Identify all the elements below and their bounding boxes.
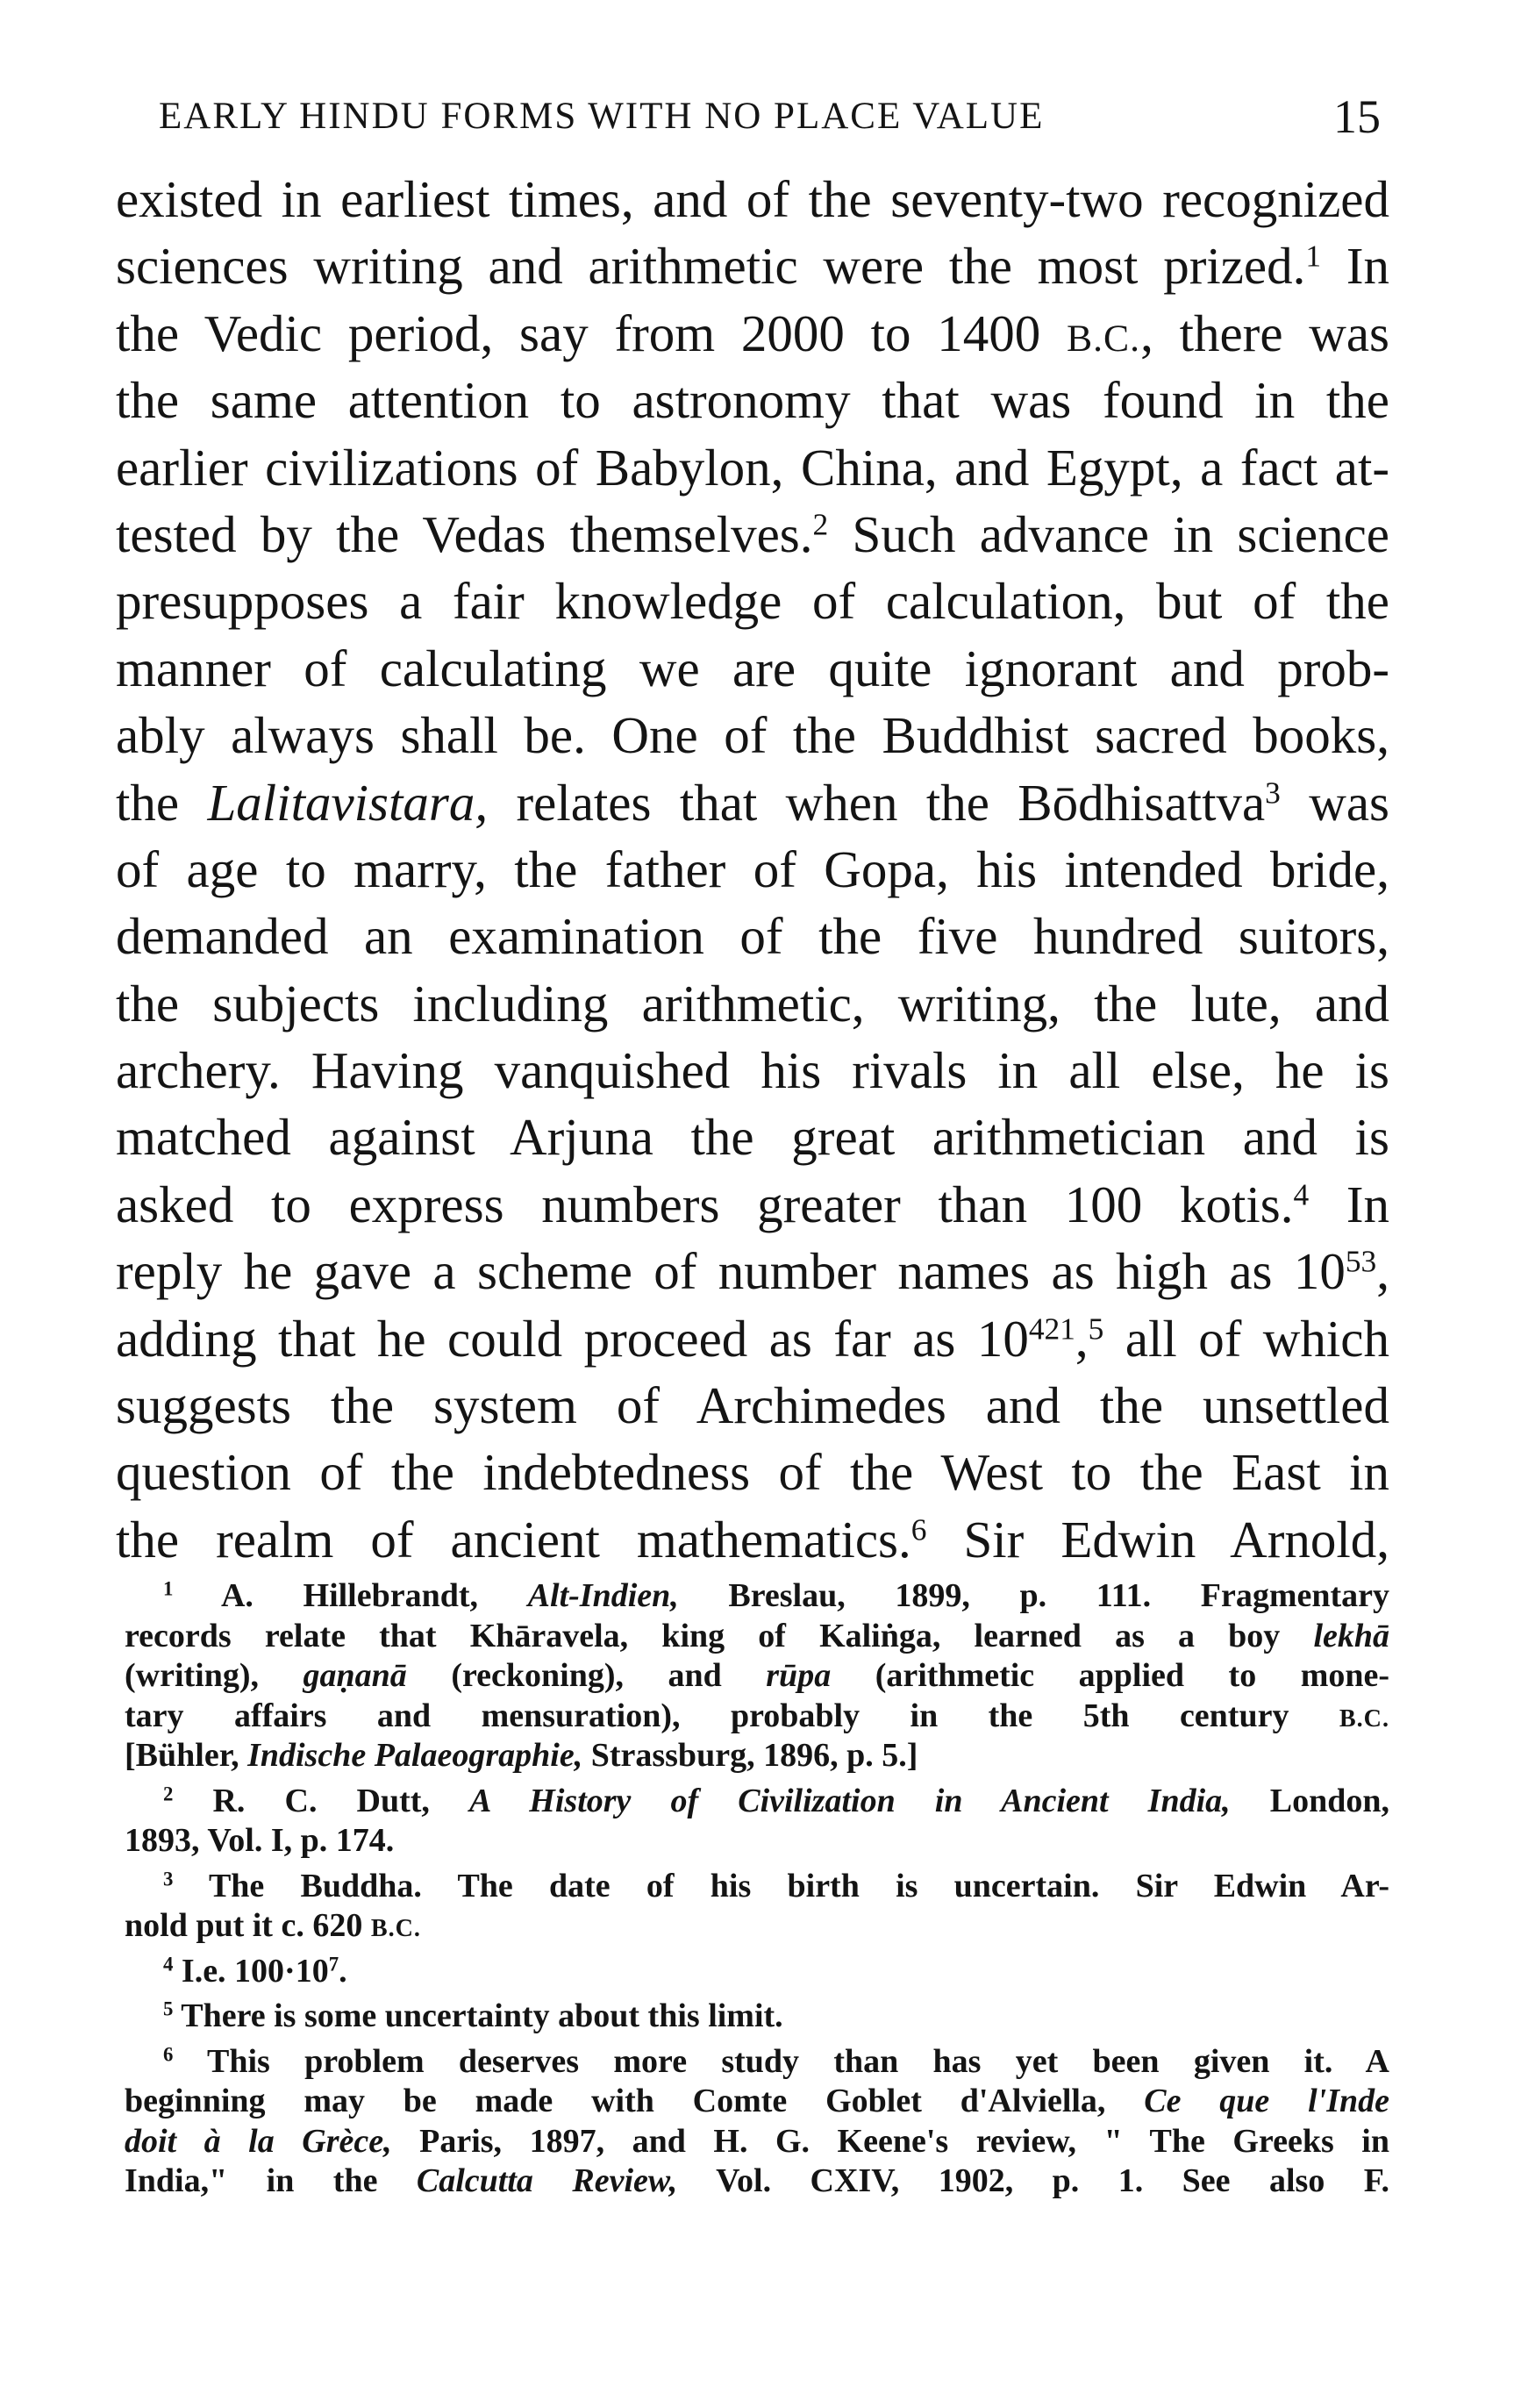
footnote-6-line: doit à la Grèce, Paris, 1897, and H. G. Keene's review, " The Greeks in	[125, 2122, 1389, 2160]
text-line: existed in earliest times, and of the seventy-two recognized	[116, 170, 1389, 228]
text-line: matched against Arjuna the great arithmetician and is	[116, 1108, 1389, 1167]
text-line: the subjects including arithmetic, writing, the lute, and	[116, 974, 1389, 1033]
exponent: 421	[1028, 1311, 1075, 1347]
text-line: the realm of ancient mathematics.$^6$ Sir Edwin Arnold,	[116, 1510, 1389, 1568]
footnote-ref: 3	[1265, 775, 1281, 811]
body-text	[116, 166, 1389, 1573]
footnote-mark: 5	[163, 1997, 174, 2020]
footnote-1: $^1$ A. Hillebrandt, Alt-Indien, Breslau, 1899, p. 111. Fragmentary	[163, 1577, 1389, 1614]
book-title: Lalitavistara,	[207, 773, 489, 832]
footnote-ref: 4	[1293, 1176, 1310, 1212]
text-line: sciences writing and arithmetic were the most prized.$^1$ In	[116, 237, 1389, 296]
footnote-ref: 2	[812, 506, 829, 542]
footnote-1-line: records relate that Khāravela, king of Kaliṅga, learned as a boy lekhā	[125, 1617, 1389, 1654]
footnote-6-line: beginning may be made with Comte Goblet d'Alviella, Ce que l'Inde	[125, 2083, 1389, 2119]
text-line: archery. Having vanquished his rivals in all else, he is	[116, 1041, 1389, 1100]
footnote-2: $^2$ R. C. Dutt, A History of Civilization in Ancient India, London,	[163, 1782, 1389, 1819]
footnote-2-line: 1893, Vol. I, p. 174.	[125, 1822, 395, 1859]
text-line: question of the indebtedness of the West to the East in	[116, 1443, 1389, 1502]
text-line: earlier civilizations of Babylon, China, and Egypt, a fact at-	[116, 438, 1389, 497]
page-number: 15	[1333, 90, 1381, 143]
footnote-6: $^6$ This problem deserves more study than has yet been given it. A	[163, 2042, 1389, 2080]
text-line: ably always shall be. One of the Buddhist sacred books,	[116, 706, 1389, 765]
footnote-ref: 6	[910, 1511, 927, 1547]
text-line: tested by the Vedas themselves.$^2$ Such advance in science	[116, 504, 1389, 563]
footnote-1-line: tary affairs and mensuration), probably in the 5th century B.C.	[125, 1697, 1389, 1734]
footnote-4: $^4$ I.e. $100\cdot 10^7$.	[163, 1952, 347, 1990]
footnote-mark: 1	[163, 1577, 174, 1600]
footnote-6-line: India," in the Calcutta Review, Vol. CXIV, 1902, p. 1. See also F.	[125, 2162, 1389, 2199]
text-line: reply he gave a scheme of number names as high as $10^{53}$,	[116, 1242, 1389, 1301]
text-line: suggests the system of Archimedes and the unsettled	[116, 1376, 1389, 1435]
footnote-mark: 4	[163, 1952, 174, 1975]
footnote-5: $^5$ There is some uncertainty about this limit.	[163, 1997, 783, 2034]
footnote-mark: 2	[163, 1782, 174, 1804]
text-line: of age to marry, the father of Gopa, his intended bride,	[116, 840, 1389, 898]
exponent: 7	[328, 1952, 339, 1975]
text-line: the Lalitavistara, relates that when the Bōdhisattva$^3$ was	[116, 773, 1389, 832]
text-line: presupposes a fair knowledge of calculation, but of the	[116, 572, 1389, 631]
footnote-1-line: [Bühler, Indische Palaeographie, Strassburg, 1896, p. 5.]	[125, 1737, 918, 1774]
text-line: demanded an examination of the five hundred suitors,	[116, 907, 1389, 966]
footnote-mark: 6	[163, 2042, 174, 2065]
footnote-ref: 1	[1305, 238, 1322, 274]
text-line: the Vedic period, say from 2000 to 1400 B.C., there was	[116, 304, 1390, 362]
text-line: asked to express numbers greater than 100 kotis.$^4$ In	[116, 1175, 1389, 1233]
footnote-ref: 5	[1088, 1311, 1104, 1347]
footnote-3: $^3$ The Buddha. The date of his birth is uncertain. Sir Edwin Ar-	[163, 1867, 1389, 1904]
footnote-3-line: nold put it c. 620 B.C.	[125, 1907, 421, 1944]
footnote-1-line: (writing), gaṇanā (reckoning), and rūpa (arithmetic applied to mone-	[125, 1657, 1389, 1694]
text-line: the same attention to astronomy that was found in the	[116, 371, 1389, 430]
footnotes	[125, 1576, 1389, 2202]
text-line: manner of calculating we are quite ignorant and prob-	[116, 639, 1389, 697]
text-line: adding that he could proceed as far as $10^{421},^5$ all of which	[116, 1309, 1389, 1368]
exponent: 53	[1345, 1243, 1377, 1279]
running-head-title: EARLY HINDU FORMS WITH NO PLACE VALUE	[159, 96, 1045, 137]
footnote-mark: 3	[163, 1867, 174, 1890]
